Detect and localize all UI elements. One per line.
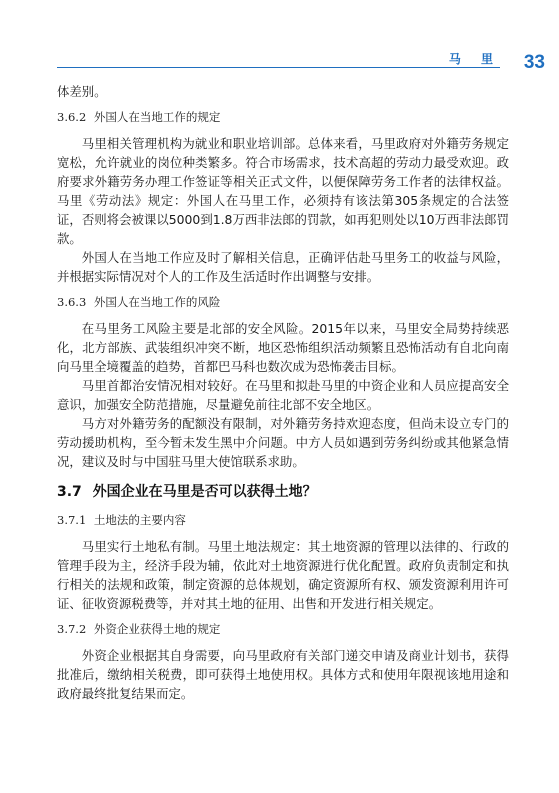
subsection-number: 3.6.3 xyxy=(57,295,87,309)
subsection-heading-3-6-2 xyxy=(57,108,509,127)
section-title: 外国企业在马里是否可以获得土地？ xyxy=(92,484,317,500)
page-header xyxy=(0,0,559,80)
paragraph-land-law: 马里实行土地私有制。马里土地法规定：其土地资源的管理以法律的、行政的管理手段为主，经济手段为辅，依此对土地资源进行优化配置。政府负责制定和执行相关的法规和政策，制定资源的总体规划，确定资源所有权、颁发资源利用许可证、征收资源税费等，并对其土地的征用、出售和开发进行相关规定。 xyxy=(57,539,509,611)
subsection-number: 3.7.1 xyxy=(57,513,87,527)
paragraph-land-acquisition: 外资企业根据其自身需要，向马里政府有关部门递交申请及商业计划书，获得批准后，缴纳相关税费，即可获得土地使用权。具体方式和使用年限视该地用途和政府最终批复结果而定。 xyxy=(57,648,509,701)
section-heading-3-7 xyxy=(57,481,509,503)
subsection-title: 外国人在当地工作的风险 xyxy=(93,295,221,309)
subsection-title: 外资企业获得土地的规定 xyxy=(93,622,221,636)
paragraph-labor-quota: 马方对外籍劳务的配额没有限制，对外籍劳务持欢迎态度，但尚未设立专门的劳动援助机构，至今暂未发生黑中介问题。中方人员如遇到劳务纠纷或其他紧急情况，建议及时与中国驻马里大使馆联系求助。 xyxy=(57,416,509,469)
header-divider xyxy=(57,67,500,68)
subsection-heading-3-6-3 xyxy=(57,293,509,312)
page-number: 33 xyxy=(523,52,545,73)
subsection-title: 土地法的主要内容 xyxy=(93,513,186,527)
subsection-number: 3.7.2 xyxy=(57,622,87,636)
subsection-title: 外国人在当地工作的规定 xyxy=(93,110,221,124)
paragraph-work-advice: 外国人在当地工作应及时了解相关信息，正确评估赴马里务工的收益与风险，并根据实际情况对个人的工作及生活适时作出调整与安排。 xyxy=(57,250,509,284)
subsection-heading-3-7-2 xyxy=(57,620,509,639)
page-body xyxy=(57,82,509,703)
paragraph-work-regulations: 马里相关管理机构为就业和职业培训部。总体来看，马里政府对外籍劳务规定宽松，允许就业的岗位种类繁多。符合市场需求，技术高超的劳动力最受欢迎。政府要求外籍劳务办理工作签证等相关正式文件，以便保障劳务工作者的法律权益。马里《劳动法》规定：外国人在马里工作，必须持有该法第305条规定的合法签证，否则将会被课以5000到1.8万西非法郎的罚款，如再犯则处以10万西非法郎罚款。 xyxy=(57,136,509,246)
paragraph-continued: 体差别。 xyxy=(57,84,107,99)
paragraph-security-risk: 在马里务工风险主要是北部的安全风险。2015年以来，马里安全局势持续恶化，北方部族、武装组织冲突不断，地区恐怖组织活动频繁且恐怖活动有自北向南向马里全境覆盖的趋势，首都巴马科也数次成为恐怖袭击目标。 xyxy=(57,321,509,374)
subsection-heading-3-7-1 xyxy=(57,511,509,530)
paragraph-capital-security: 马里首都治安情况相对较好。在马里和拟赴马里的中资企业和人员应提高安全意识，加强安全防范措施，尽量避免前往北部不安全地区。 xyxy=(57,378,509,412)
running-header-title: 马 里 xyxy=(448,52,501,66)
subsection-number: 3.6.2 xyxy=(57,110,87,124)
section-number: 3.7 xyxy=(57,484,82,500)
